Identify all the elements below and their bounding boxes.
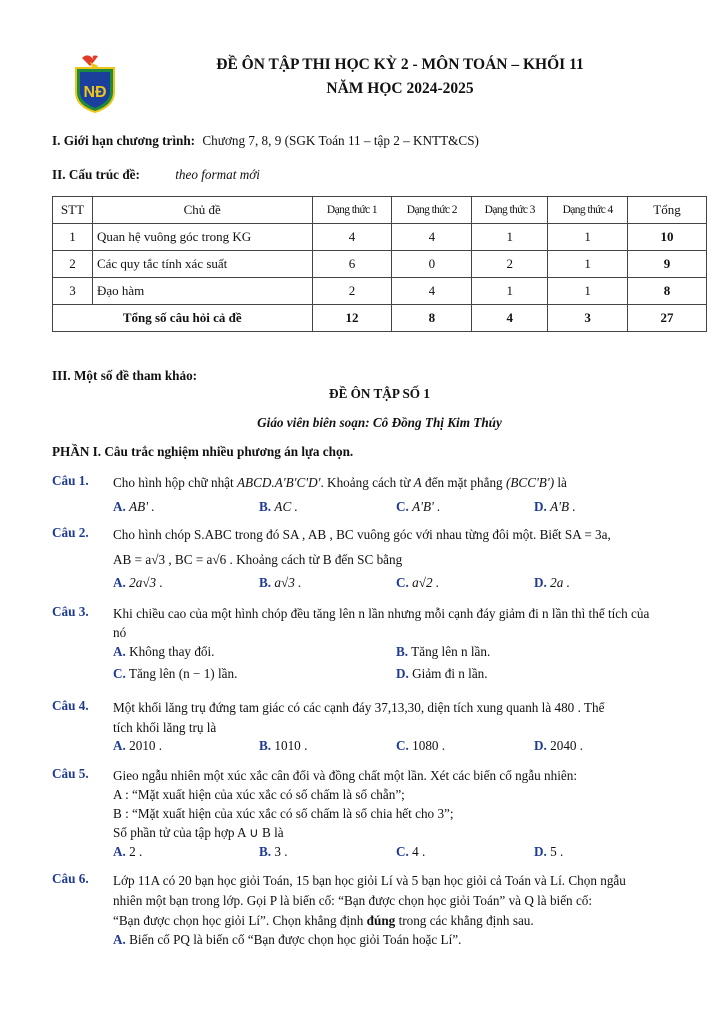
exam-author: Giáo viên biên soạn: Cô Đồng Thị Kim Thúy [257,415,502,430]
q6-text-a: “Bạn được chọn học giỏi Lí”. Chọn khẳng định [113,913,367,928]
question-text: A : “Mặt xuất hiện của xúc xắc có số chấm là số chẵn”; [113,787,405,802]
option-b[interactable]: B. AC . [259,499,298,514]
option-c[interactable]: C. a√2 . [396,575,440,590]
cell: 8 [628,278,707,305]
question-text [113,911,707,930]
table-row [53,278,707,305]
cell: 4 [392,224,472,251]
cell: 8 [392,305,472,332]
th-form2: Dạng thức 2 [392,197,472,224]
question-text [113,473,707,492]
cell: 12 [312,305,392,332]
cell: 4 [312,224,392,251]
section1-value: Chương 7, 8, 9 (SGK Toán 11 – tập 2 – KNTT&CS) [202,133,479,148]
th-form1: Dạng thức 1 [312,197,392,224]
q1-text-d: là [554,475,567,490]
cell: 2 [53,251,93,278]
question-text: Khi chiều cao của một hình chóp đều tăng lên n lần nhưng mỗi cạnh đáy giảm đi n lần thì thể tích của [113,606,650,621]
page-title: ĐỀ ÔN TẬP THI HỌC KỲ 2 - MÔN TOÁN – KHỐI 11 [216,56,584,73]
cell: 1 [472,224,548,251]
section2-row [52,167,260,183]
option-c[interactable]: C. A'B' . [396,499,441,514]
section2-value: theo format mới [175,167,260,182]
option-a[interactable]: A. AB' . [113,499,155,514]
th-total: Tổng [628,197,707,224]
table-row [53,251,707,278]
cell: 1 [548,251,628,278]
option-b[interactable]: B. 1010 . [259,738,308,753]
cell: 2 [472,251,548,278]
cell: Đạo hàm [92,278,312,305]
option-c[interactable]: C. 4 . [396,844,426,859]
table-row [53,224,707,251]
cell: 1 [548,278,628,305]
part1-label: PHẦN I. Câu trắc nghiệm nhiều phương án lựa chọn. [52,444,354,459]
exam-title: ĐỀ ÔN TẬP SỐ 1 [329,386,430,401]
question-text: AB = a√3 , BC = a√6 . Khoảng cách từ B đến SC bằng [113,552,403,567]
option-a[interactable]: A. Biến cố PQ là biến cố “Bạn được chọn học giỏi Toán hoặc Lí”. [113,932,462,947]
option-b[interactable]: B. 3 . [259,844,288,859]
question-number: Câu 2. [52,525,89,540]
question-text: Gieo ngẫu nhiên một xúc xắc cân đối và đồng chất một lần. Xét các biến cố ngẫu nhiên: [113,768,577,783]
option-d[interactable]: D. 5 . [534,844,564,859]
structure-table [52,196,707,332]
cell: 1 [472,278,548,305]
q1-text-b: . Khoảng cách từ [320,475,414,490]
total-label: Tổng số câu hỏi cả đề [53,305,313,332]
q1-text-c: đến mặt phẳng [421,475,506,490]
cell: Quan hệ vuông góc trong KG [92,224,312,251]
cell: 2 [312,278,392,305]
question-text: nó [113,625,127,640]
option-d[interactable]: D. Giảm đi n lần. [396,666,488,681]
question-text: Cho hình chóp S.ABC trong đó SA , AB , BC vuông góc với nhau từng đôi một. Biết SA = 3a, [113,527,611,542]
question-text: B : “Mặt xuất hiện của xúc xắc có số chấm là số chia hết cho 3”; [113,806,454,821]
school-logo [68,52,122,114]
cell: 1 [53,224,93,251]
table-header-row [53,197,707,224]
page-subtitle: NĂM HỌC 2024-2025 [326,80,474,97]
option-a[interactable]: A. 2a√3 . [113,575,163,590]
th-stt: STT [53,197,93,224]
cell: 3 [548,305,628,332]
cell: 27 [628,305,707,332]
question-text: nhiên một bạn trong lớp. Gọi P là biến cố: “Bạn được chọn học giỏi Toán” và Q là biến cố: [113,893,593,908]
question-number: Câu 5. [52,766,89,781]
q1-math-1: ABCD.A'B'C'D' [237,475,321,490]
question-number: Câu 3. [52,604,89,619]
option-c[interactable]: C. Tăng lên (n − 1) lần. [113,666,238,681]
cell: 1 [548,224,628,251]
option-c[interactable]: C. 1080 . [396,738,446,753]
option-b[interactable]: B. Tăng lên n lần. [396,644,491,659]
option-d[interactable]: D. 2a . [534,575,570,590]
question-text: Lớp 11A có 20 bạn học giỏi Toán, 15 bạn học giỏi Lí và 5 bạn học giỏi cả Toán và Lí. Chọn ngẫu [113,873,626,888]
option-d[interactable]: D. 2040 . [534,738,584,753]
cell: 3 [53,278,93,305]
cell: 10 [628,224,707,251]
option-a[interactable]: A. 2010 . [113,738,163,753]
cell: 0 [392,251,472,278]
question-text: tích khối lăng trụ là [113,720,217,735]
cell: 4 [472,305,548,332]
table-total-row [53,305,707,332]
section3-label: III. Một số đề tham khảo: [52,368,198,383]
option-a[interactable]: A. Không thay đổi. [113,644,215,659]
cell: 6 [312,251,392,278]
question-number: Câu 6. [52,871,89,886]
logo-text: NĐ [83,84,107,101]
question-number: Câu 1. [52,473,89,488]
cell: 9 [628,251,707,278]
option-d[interactable]: D. A'B . [534,499,576,514]
section2-label: II. Cấu trúc đề: [52,167,140,182]
th-form4: Dạng thức 4 [548,197,628,224]
cell: Các quy tắc tính xác suất [92,251,312,278]
th-topic: Chủ đề [92,197,312,224]
question-text: Một khối lăng trụ đứng tam giác có các cạnh đáy 37,13,30, diện tích xung quanh là 480 . Thể [113,700,605,715]
q6-emphasis: đúng [366,913,396,928]
q6-text-c: trong các khẳng định sau. [395,913,534,928]
option-a[interactable]: A. 2 . [113,844,143,859]
q1-text-a: Cho hình hộp chữ nhật [113,475,237,490]
section1-row [52,133,479,149]
q1-math-3: (BCC'B') [505,475,555,490]
q1-math-2: A [413,475,422,490]
question-text: Số phần tử của tập hợp A ∪ B là [113,825,284,840]
option-b[interactable]: B. a√3 . [259,575,302,590]
section1-label: I. Giới hạn chương trình: [52,133,196,148]
question-number: Câu 4. [52,698,89,713]
cell: 4 [392,278,472,305]
th-form3: Dạng thức 3 [472,197,548,224]
